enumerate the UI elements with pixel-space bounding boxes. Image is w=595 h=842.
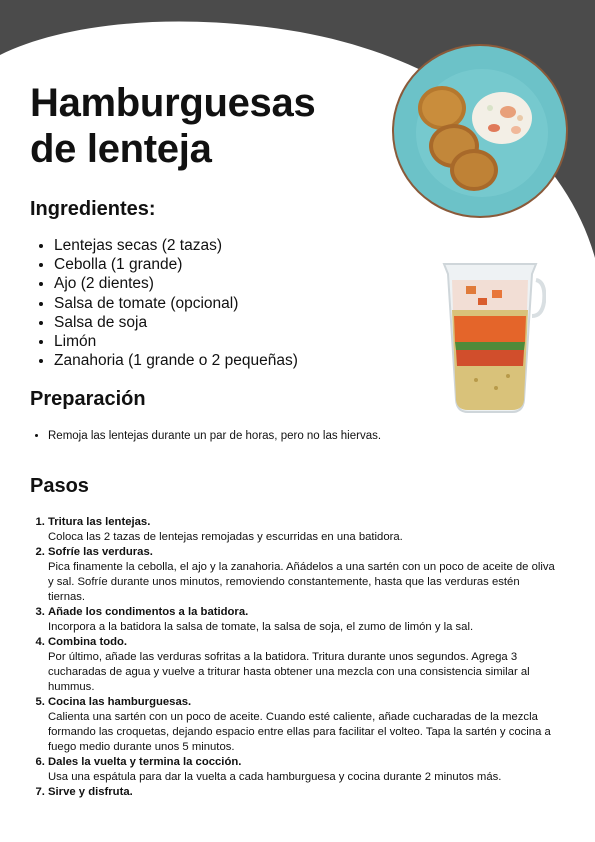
step-body: Por último, añade las verduras sofritas a la batidora. Tritura durante unos segundos. Agrega 3 cucharadas de agua y vuelve a triturar hasta obtener una mezcla con una consistencia similar al hummus.: [48, 651, 530, 693]
ingredient-item: • Cebolla (1 grande): [54, 255, 298, 274]
step-title: 1. Tritura las lentejas.: [48, 516, 151, 528]
step-item: [48, 515, 558, 545]
step-body: Incorpora a la batidora la salsa de tomate, la salsa de soja, el zumo de limón y la sal.: [48, 621, 474, 633]
ingredients-heading: Ingredientes:: [30, 198, 156, 220]
step-item: [48, 785, 558, 800]
steps-list: [30, 515, 558, 800]
step-title: 5. Cocina las hamburguesas.: [48, 696, 192, 708]
preparation-list: [30, 429, 393, 444]
page-title: Hamburguesas de lenteja: [30, 81, 316, 171]
ingredient-item: • Zanahoria (1 grande o 2 pequeñas): [54, 351, 298, 370]
step-item: [48, 545, 558, 605]
ingredient-item: • Ajo (2 dientes): [54, 274, 298, 293]
step-item: [48, 635, 558, 695]
ingredient-item: • Salsa de tomate (opcional): [54, 294, 298, 313]
ingredient-item: • Lentejas secas (2 tazas): [54, 236, 298, 255]
step-item: [48, 695, 558, 755]
step-body: Pica finamente la cebolla, el ajo y la zanahoria. Añádelos a una sartén con un poco de aceite de oliva y sal. Sofríe durante unos minutos, removiendo constantemente, hasta que las verduras estén tiernas.: [48, 561, 555, 603]
step-title: 2. Sofríe las verduras.: [48, 546, 153, 558]
blender-jar-image: [436, 250, 546, 418]
steps-heading: Pasos: [30, 475, 89, 497]
step-title: 7. Sirve y disfruta.: [48, 786, 133, 798]
step-item: [48, 755, 558, 785]
step-title: 4. Combina todo.: [48, 636, 128, 648]
ingredients-list: [34, 236, 298, 370]
step-title: 3. Añade los condimentos a la batidora.: [48, 606, 249, 618]
plate-image: [390, 42, 570, 220]
preparation-item: • Remoja las lentejas durante un par de horas, pero no las hiervas.: [48, 429, 393, 444]
step-body: Usa una espátula para dar la vuelta a cada hamburguesa y cocina durante 2 minutos más.: [48, 771, 502, 783]
preparation-heading: Preparación: [30, 388, 146, 410]
ingredient-item: • Salsa de soja: [54, 313, 298, 332]
step-title: 6. Dales la vuelta y termina la cocción.: [48, 756, 242, 768]
ingredient-item: • Limón: [54, 332, 298, 351]
step-body: Coloca las 2 tazas de lentejas remojadas y escurridas en una batidora.: [48, 531, 403, 543]
step-item: [48, 605, 558, 635]
step-body: Calienta una sartén con un poco de aceite. Cuando esté caliente, añade cucharadas de la mezcla formando las croquetas, dejando espacio entre ellas para facilitar el volteo. Tapa la sartén y cocina a fuego medio durante unos 5 minutos.: [48, 711, 551, 753]
